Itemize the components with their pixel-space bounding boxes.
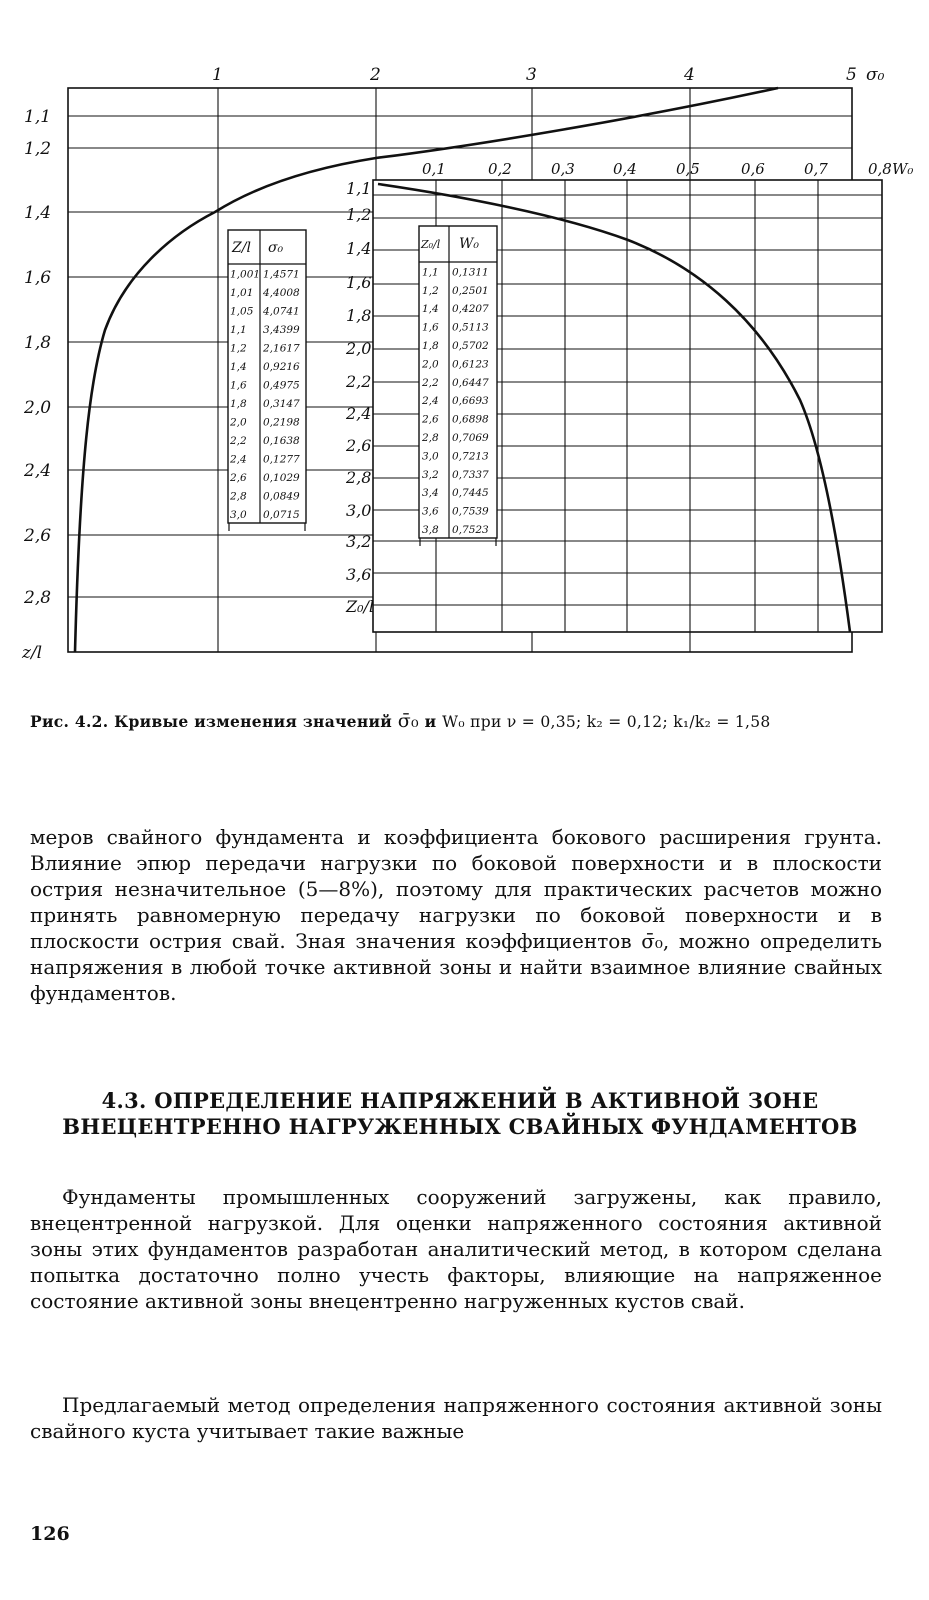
chart1-y-tick: 2,8 [24,588,52,608]
chart2-y-tick: 1,1 [346,179,372,198]
chart1-y-label: z/l [22,643,43,663]
chart2-table-cell: 0,4207 [452,303,489,316]
chart2-table-cell: 3,0 [422,450,439,463]
chart1-table-cell: 0,4975 [263,379,300,392]
chart1-table-cell: 1,4 [230,361,247,373]
chart2-table-cell: 2,0 [422,358,439,371]
chart1-table-cell: 1,001 [230,268,261,281]
chart2-table-cell: 0,2501 [452,284,489,297]
chart1-y-tick: 2,0 [24,398,52,418]
chart1-table-header: σ₀ [268,240,284,256]
chart1-y-tick: 2,4 [24,461,52,481]
chart1-table-cell: 1,8 [230,398,247,410]
chart2-table-cell: 2,4 [422,395,439,408]
chart1-table-cell: 2,1617 [263,342,300,355]
chart1-table-cell: 2,6 [230,472,247,484]
caption-symbol-sigma: σ̄₀ [397,710,419,732]
section-heading: 4.3. ОПРЕДЕЛЕНИЕ НАПРЯЖЕНИЙ В АКТИВНОЙ ЗОНЕ ВНЕЦЕНТРЕННО НАГРУЖЕННЫХ СВАЙНЫХ ФУНДАМЕНТОВ [62,1088,858,1139]
chart2-table-cell: 0,6447 [452,376,489,389]
chart1-table-cell: 0,1277 [263,453,300,466]
chart1-x-tick: 1 [212,65,223,85]
caption-params: при ν = 0,35; k₂ = 0,12; k₁/k₂ = 1,58 [464,713,771,731]
chart2-table-cell: 3,6 [422,505,439,518]
chart2-table-cell: 1,8 [422,340,439,352]
chart1-table-cell: 1,1 [230,324,247,336]
chart2-table-cell: 0,7213 [452,450,489,463]
page-number: 126 [30,1523,70,1545]
chart1-table-cell: 0,1638 [263,435,300,447]
chart1-table-cell: 2,2 [230,435,247,447]
chart2-table-cell: 0,6898 [452,413,489,426]
chart1-x-tick: 4 [684,65,695,85]
chart2-table-cell: 0,5702 [452,340,489,352]
chart1-y-tick: 2,6 [24,526,52,546]
chart2-x-tick: 0,5 [676,160,700,178]
chart2-y-tick: 1,2 [346,205,372,224]
chart2-x-tick: 0,4 [613,160,637,178]
chart2-table-cell: 3,2 [422,468,439,481]
chart1-table-cell: 0,0715 [263,509,300,521]
chart2-table-cell: 0,7069 [452,432,489,444]
chart2-table-cell: 2,6 [422,413,439,426]
chart2-table-header: Z₀/l [421,238,441,251]
chart2-table-header: W₀ [459,236,480,252]
chart1-y-tick: 1,4 [24,203,52,223]
chart1-table-cell: 2,4 [230,453,247,466]
figure-caption [30,712,880,732]
chart1-y-tick: 1,8 [24,333,52,353]
chart2-x-tick: 0,2 [488,160,512,178]
chart2-y-tick: 1,6 [346,273,372,292]
chart1-table-cell: 1,2 [230,342,247,355]
chart2-x-tick: 0,8 [868,160,892,178]
chart2-x-tick: 0,3 [551,160,575,178]
chart2-y-tick: 3,6 [346,565,372,584]
chart2-table-cell: 1,4 [422,303,439,316]
chart1-x-tick: 3 [526,65,537,85]
chart1-table-cell: 0,3147 [263,398,300,410]
chart2-table-cell: 0,7337 [452,468,489,481]
chart2-table-cell: 3,8 [422,524,439,536]
chart1-y-tick: 1,1 [24,107,52,127]
chart2-x-label: W₀ [892,160,914,178]
chart2-y-tick: 1,8 [346,306,372,325]
chart2-table-cell: 0,7523 [452,524,489,536]
chart2-table-cell: 3,4 [422,487,439,500]
chart1-x-tick: 5 [846,65,857,85]
chart1-table-cell: 1,6 [230,379,247,392]
chart2-table-cell: 2,2 [422,376,439,389]
chart1-table-cell: 0,0849 [263,490,300,503]
chart1-table-cell: 2,8 [230,490,247,503]
chart1-x-label: σ₀ [866,65,885,85]
paragraph-2: Фундаменты промышленных сооружений загружены, как правило, внецентренной нагрузкой. Для оценки напряженного состояния активной зоны этих фундаментов разработан аналитический метод, в котором сделана попытка достаточно полно учесть факторы, влияющие на напряженное состояние активной зоны внецентренно нагруженных кустов свай. [30,1185,882,1313]
chart2-table-cell: 2,8 [422,432,439,444]
chart1-table-cell: 1,05 [230,305,254,318]
chart1-table-cell: 0,9216 [263,361,300,373]
paragraph-3: Предлагаемый метод определения напряженного состояния активной зоны свайного куста учитывает такие важные [30,1393,882,1443]
chart2-x-tick: 0,6 [741,160,765,178]
figure-4-2 [0,0,929,700]
chart2-table-cell: 1,6 [422,321,439,334]
caption-text: Кривые изменения значений [108,712,398,731]
chart2-table-cell: 0,5113 [452,321,489,334]
caption-fig-number: Рис. 4.2. [30,712,109,731]
chart2-x-tick: 0,1 [422,160,446,178]
caption-and: и [418,712,443,731]
chart1-y-tick: 1,6 [24,268,52,288]
chart1-table-cell: 3,0 [230,509,247,521]
chart2-y-tick: 1,4 [346,239,372,258]
chart1-table-cell: 4,0741 [263,305,300,318]
w0-chart [345,160,913,632]
chart2-table-cell: 0,7445 [452,487,489,500]
chart2-y-tick: 3,0 [346,501,372,520]
chart2-y-tick: 2,0 [346,339,372,358]
chart1-table-cell: 1,01 [230,287,254,299]
chart1-table-cell: 4,4008 [263,287,300,299]
chart1-y-tick: 1,2 [24,139,52,159]
chart2-y-tick: 2,4 [346,404,372,423]
chart2-table-cell: 0,1311 [452,266,489,279]
chart2-y-tick: 2,2 [346,372,372,391]
chart2-y-tick: 2,8 [346,468,372,487]
chart2-table-cell: 1,1 [422,266,439,279]
chart1-table-cell: 0,1029 [263,472,300,484]
chart2-table-cell: 0,7539 [452,505,489,518]
caption-symbol-w: W₀ [442,713,465,731]
chart1-table-header: Z/l [232,240,251,256]
chart1-table-cell: 2,0 [230,416,247,429]
chart1-table-cell: 0,2198 [263,416,300,429]
chart1-table-cell: 1,4571 [263,268,300,281]
chart2-y-label: Z₀/l [346,597,375,616]
paragraph-1: меров свайного фундамента и коэффициента бокового расширения грунта. Влияние эпюр передачи нагрузки по боковой поверхности и в плоскости острия незначительное (5—8%), поэтому для практических расчетов можно принять равномерную передачу нагрузки по боковой поверхности и в плоскости острия свай. Зная значения коэффициентов σ̄₀, можно определить напряжения в любой точке активной зоны и найти взаимное влияние свайных фундаментов. [30,825,882,1005]
chart2-y-tick: 2,6 [346,436,372,455]
chart2-table-cell: 0,6123 [452,358,489,371]
chart2-table-cell: 0,6693 [452,395,489,408]
chart2-table-cell: 1,2 [422,284,439,297]
chart1-table-cell: 3,4399 [263,324,300,336]
chart2-y-tick: 3,2 [346,532,372,551]
chart2-x-tick: 0,7 [804,160,828,178]
chart1-x-tick: 2 [370,65,381,85]
